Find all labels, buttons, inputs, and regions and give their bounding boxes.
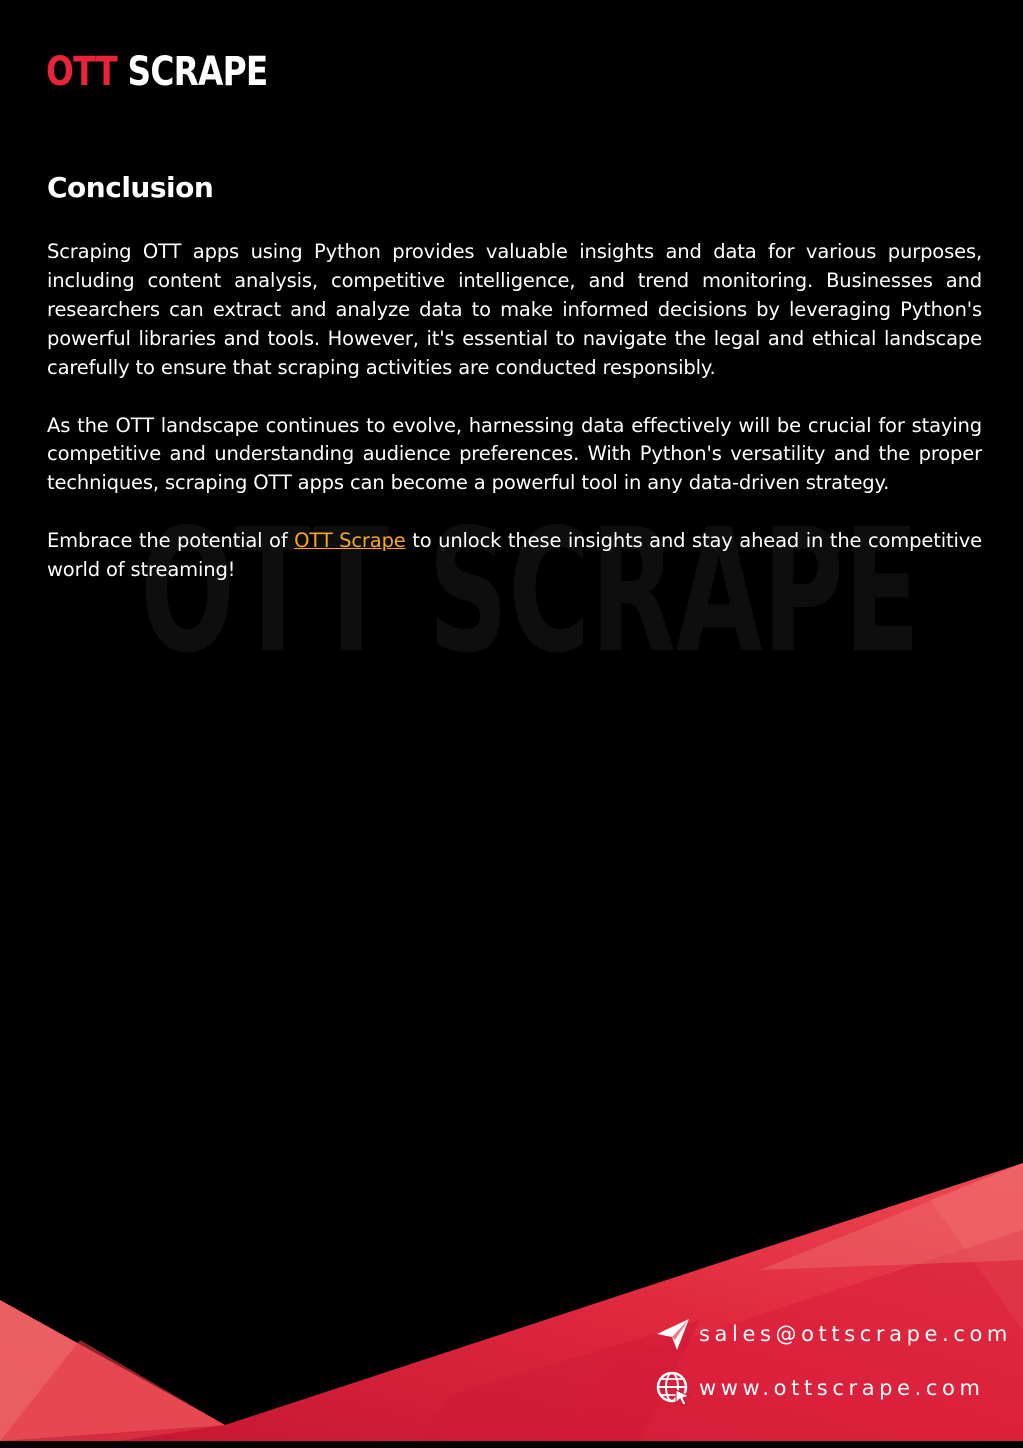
watermark-text: OTT SCRAPE <box>140 500 920 670</box>
contact-website[interactable] <box>655 1370 985 1406</box>
bottom-border <box>0 1441 1023 1448</box>
contact-email[interactable] <box>655 1316 1012 1352</box>
send-icon <box>655 1316 691 1352</box>
page-title: Conclusion <box>47 171 214 204</box>
ott-scrape-link[interactable]: OTT Scrape <box>294 529 406 553</box>
paragraph-2: As the OTT landscape continues to evolve, harnessing data effectively will be crucial for staying competitive and understanding audience preferences. With Python's versatility and the proper techniques, scraping OTT apps can become a powerful tool in any data-driven strategy. <box>47 413 982 495</box>
paragraph-3-start: Embrace the potential of <box>47 529 295 553</box>
logo-scrape: SCRAPE <box>127 49 268 95</box>
email-text: sales@ottscrape.com <box>699 1322 1012 1346</box>
logo-ott: OTT <box>46 49 117 95</box>
paragraph-3-end: to unlock these insights and stay ahead in the competitive world of streaming! <box>47 529 982 582</box>
globe-cursor-icon <box>655 1370 691 1406</box>
paragraph-1: Scraping OTT apps using Python provides valuable insights and data for various purposes, including content analysis, competitive intelligence, and trend monitoring. Businesses and researchers can extract and analyze data to make informed decisions by leveraging Python's powerful libraries and tools. However, it's essential to navigate the legal and ethical landscape carefully to ensure that scraping activities are conducted responsibly. <box>47 240 982 379</box>
website-text: www.ottscrape.com <box>699 1376 985 1400</box>
